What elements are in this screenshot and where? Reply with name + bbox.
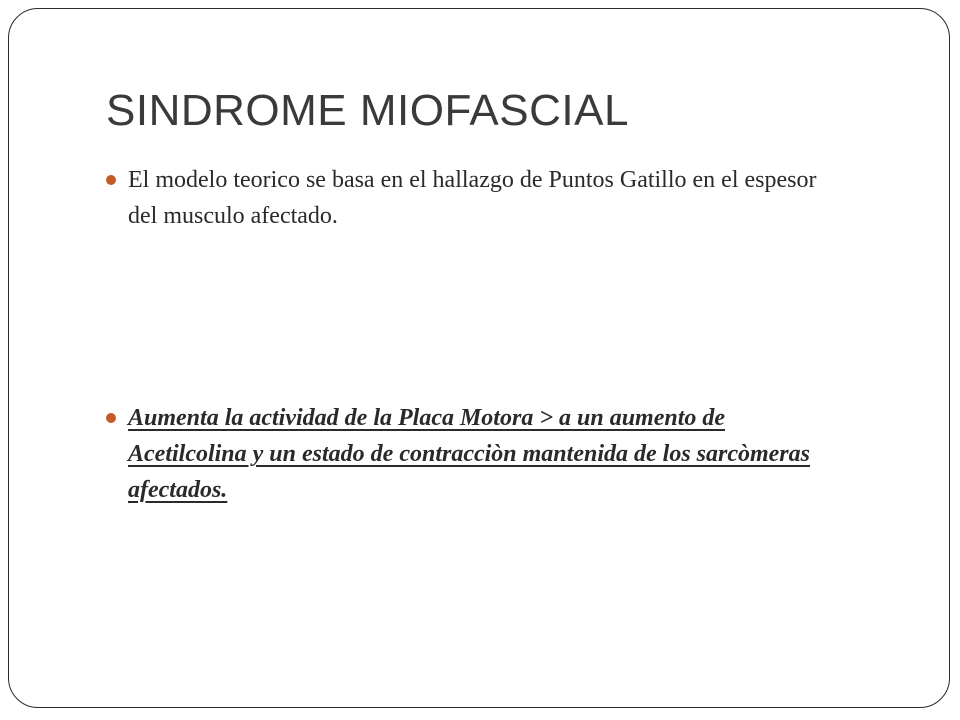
bullet-text-1: El modelo teorico se basa en el hallazgo de Puntos Gatillo en el espesor del musculo afectado. <box>128 167 817 229</box>
bullet-dot-icon <box>106 413 116 423</box>
bullet-dot-icon <box>106 175 116 185</box>
slide-title: SINDROME MIOFASCIAL <box>106 86 629 135</box>
bullet-item-2 <box>106 400 836 508</box>
bullet-text-2: Aumenta la actividad de la Placa Motora > a un aumento de Acetilcolina y un estado de contracciòn mantenida de los sarcòmeras afectados. <box>128 405 810 503</box>
bullet-item-1 <box>106 162 836 234</box>
